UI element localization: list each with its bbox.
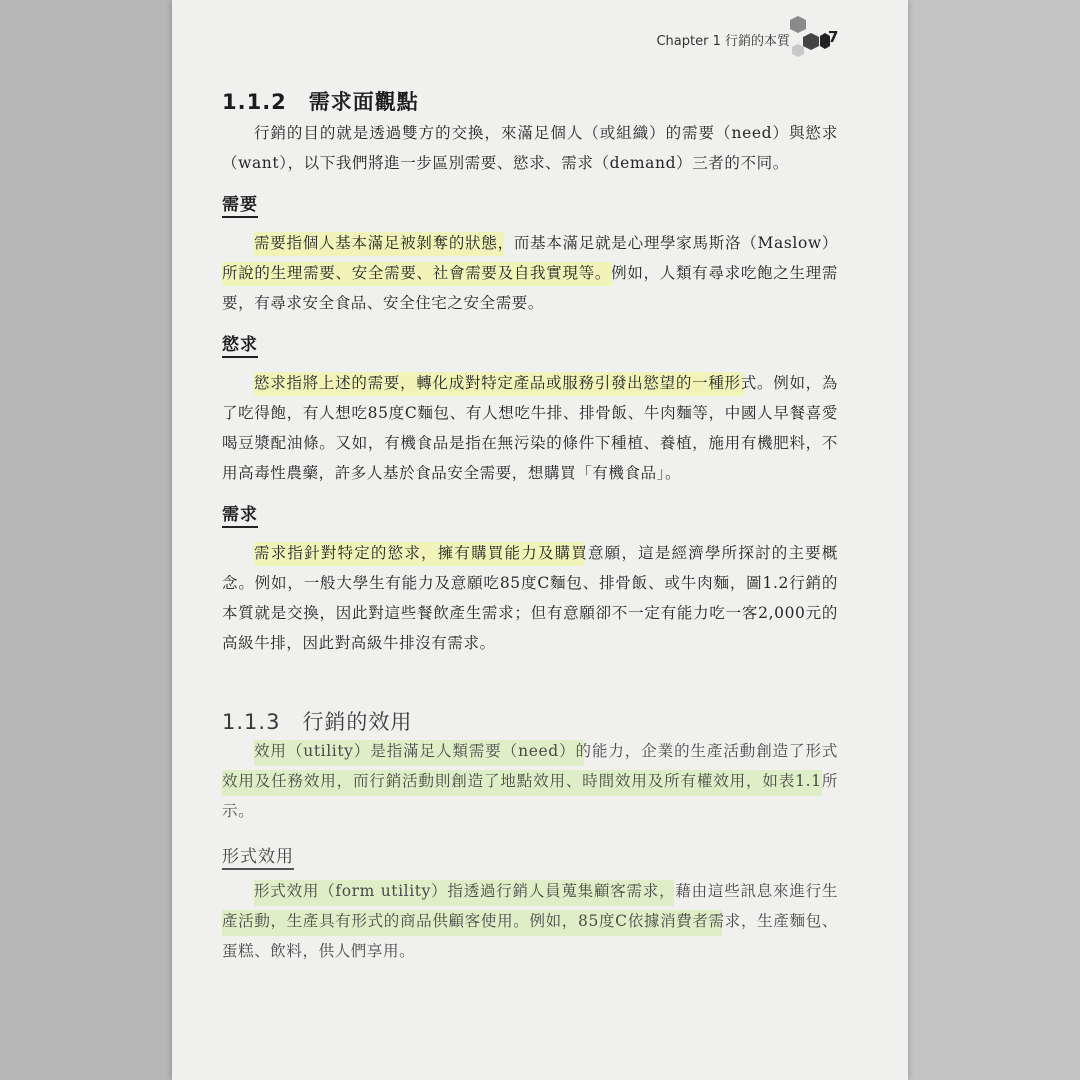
utility-paragraph: 效用（utility）是指滿足人類需要（need）的能力，企業的生產活動創造了形式效用及任務效用，而行銷活動則創造了地點效用、時間效用及所有權效用，如表1.1所示。	[222, 742, 838, 820]
section-title: 需求面觀點	[308, 90, 419, 114]
section-number: 1.1.3	[222, 710, 281, 734]
subheading-want: 慾求	[222, 330, 258, 358]
section-number: 1.1.2	[222, 90, 287, 114]
form-utility-paragraph: 形式效用（form utility）指透過行銷人員蒐集顧客需求，藉由這些訊息來進行生產活動，生產具有形式的商品供顧客使用。例如，85度C依據消費者需求，生產麵包、蛋糕、飲料，供人們享用。	[222, 882, 838, 960]
section-title: 行銷的效用	[302, 710, 413, 734]
section-heading-1-1-3	[222, 706, 412, 736]
background-right	[908, 0, 1080, 1080]
chapter-title: Chapter 1 行銷的本質	[656, 34, 790, 49]
section-heading-1-1-2	[222, 86, 419, 116]
book-page	[172, 0, 908, 1080]
subheading-demand: 需求	[222, 500, 258, 528]
want-paragraph: 慾求指將上述的需要，轉化成對特定產品或服務引發出慾望的一種形式。例如，為了吃得飽，有人想吃85度C麵包、有人想吃牛排、排骨飯、牛肉麵等，中國人早餐喜愛喝豆漿配油條。又如，有機食品是指在無污染的條件下種植、養植，施用有機肥料，不用高毒性農藥，許多人基於食品安全需要，想購買「有機食品」。	[222, 374, 838, 482]
demand-paragraph: 需求指針對特定的慾求，擁有購買能力及購買意願，這是經濟學所探討的主要概念。例如，一般大學生有能力及意願吃85度C麵包、排骨飯、或牛肉麵，圖1.2行銷的本質就是交換，因此對這些餐飲產生需求；但有意願卻不一定有能力吃一客2,000元的高級牛排，因此對高級牛排沒有需求。	[222, 544, 838, 652]
hexagon-decoration-icon	[784, 14, 830, 62]
subheading-form-utility: 形式效用	[222, 842, 294, 870]
background-left	[0, 0, 172, 1080]
intro-paragraph: 行銷的目的就是透過雙方的交換，來滿足個人（或組織）的需要（need）與慾求（want），以下我們將進一步區別需要、慾求、需求（demand）三者的不同。	[222, 124, 838, 172]
subheading-need: 需要	[222, 190, 258, 218]
page-number: 7	[828, 28, 839, 46]
need-paragraph: 需要指個人基本滿足被剝奪的狀態，而基本滿足就是心理學家馬斯洛（Maslow）所說的生理需要、安全需要、社會需要及自我實現等。例如，人類有尋求吃飽之生理需要，有尋求安全食品、安全住宅之安全需要。	[222, 234, 838, 312]
running-header	[172, 30, 844, 49]
